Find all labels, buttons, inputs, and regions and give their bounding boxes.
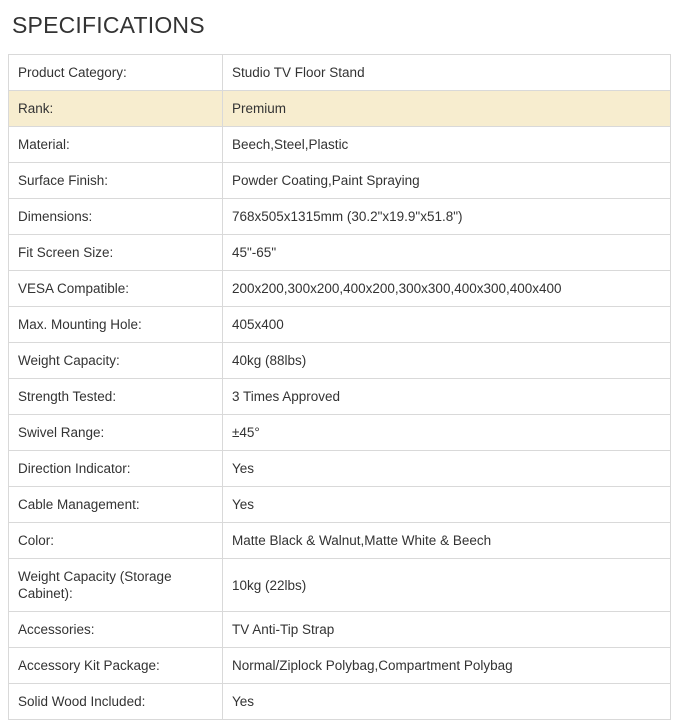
spec-value: Normal/Ziplock Polybag,Compartment Polybag [223, 648, 671, 684]
table-row [9, 199, 671, 235]
table-row [9, 307, 671, 343]
spec-value: 40kg (88lbs) [223, 343, 671, 379]
spec-value: Yes [223, 684, 671, 720]
spec-label: Strength Tested: [9, 379, 223, 415]
table-row [9, 684, 671, 720]
table-row [9, 523, 671, 559]
spec-value: Beech,Steel,Plastic [223, 127, 671, 163]
spec-label: Swivel Range: [9, 415, 223, 451]
page-title: SPECIFICATIONS [12, 12, 205, 38]
spec-label: Surface Finish: [9, 163, 223, 199]
table-row [9, 415, 671, 451]
spec-value: TV Anti-Tip Strap [223, 612, 671, 648]
spec-label: Max. Mounting Hole: [9, 307, 223, 343]
specifications-page [0, 6, 679, 709]
spec-label: Solid Wood Included: [9, 684, 223, 720]
spec-value: 3 Times Approved [223, 379, 671, 415]
spec-value: Yes [223, 451, 671, 487]
spec-label: Product Category: [9, 55, 223, 91]
spec-label: Material: [9, 127, 223, 163]
spec-label: Weight Capacity (Storage Cabinet): [9, 559, 223, 612]
specifications-table-body [9, 55, 671, 720]
specifications-table [8, 54, 671, 720]
spec-label: Rank: [9, 91, 223, 127]
spec-value: 10kg (22lbs) [223, 559, 671, 612]
spec-value: Powder Coating,Paint Spraying [223, 163, 671, 199]
table-row [9, 451, 671, 487]
table-row [9, 559, 671, 612]
spec-value: Matte Black & Walnut,Matte White & Beech [223, 523, 671, 559]
spec-value: Premium [223, 91, 671, 127]
spec-value: Yes [223, 487, 671, 523]
table-row [9, 648, 671, 684]
spec-label: Direction Indicator: [9, 451, 223, 487]
table-row [9, 343, 671, 379]
table-row [9, 127, 671, 163]
table-row [9, 271, 671, 307]
table-row [9, 91, 671, 127]
spec-value: 768x505x1315mm (30.2"x19.9"x51.8") [223, 199, 671, 235]
spec-value: Studio TV Floor Stand [223, 55, 671, 91]
table-row [9, 235, 671, 271]
spec-value: 200x200,300x200,400x200,300x300,400x300,400x400 [223, 271, 671, 307]
spec-label: Fit Screen Size: [9, 235, 223, 271]
spec-label: Cable Management: [9, 487, 223, 523]
spec-label: Accessories: [9, 612, 223, 648]
spec-label: Dimensions: [9, 199, 223, 235]
table-row [9, 612, 671, 648]
spec-value: 45"-65" [223, 235, 671, 271]
spec-label: VESA Compatible: [9, 271, 223, 307]
table-row [9, 55, 671, 91]
table-row [9, 487, 671, 523]
spec-value: ±45° [223, 415, 671, 451]
table-row [9, 163, 671, 199]
table-row [9, 379, 671, 415]
spec-value: 405x400 [223, 307, 671, 343]
spec-label: Accessory Kit Package: [9, 648, 223, 684]
spec-label: Color: [9, 523, 223, 559]
spec-label: Weight Capacity: [9, 343, 223, 379]
